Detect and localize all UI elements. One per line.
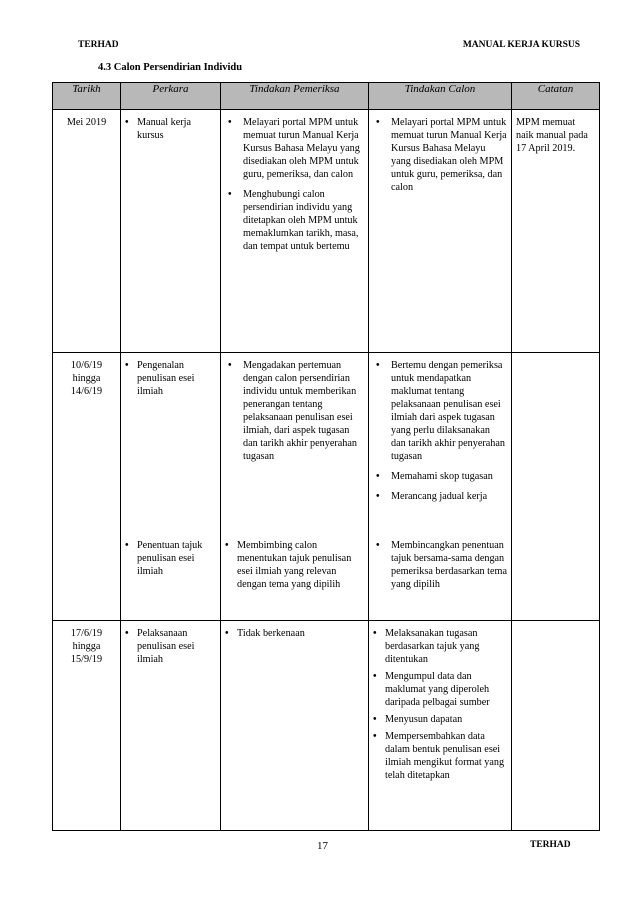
cell-perkara xyxy=(121,621,221,831)
bullet-icon: • xyxy=(228,117,232,128)
note-text: MPM memuat naik manual pada 17 April 2019. xyxy=(516,117,588,154)
cell-tindakan-calon xyxy=(369,353,512,621)
section-title: 4.3 Calon Persendirian Individu xyxy=(98,62,243,73)
bullet-icon: • xyxy=(228,189,232,200)
cell-tindakan-calon xyxy=(369,110,512,353)
bullet-icon: • xyxy=(228,360,232,371)
bullet-icon: • xyxy=(125,628,129,639)
bullet-icon: • xyxy=(125,540,129,551)
list-item: • Melayari portal MPM untuk memuat turun Manual Kerja Kursus Bahasa Melayu yang disediakan oleh MPM untuk guru, pemeriksa, dan calon xyxy=(228,117,360,180)
column-header-tindakan-pemeriksa: Tindakan Pemeriksa xyxy=(221,83,369,110)
list-item: • Melaksanakan tugasan berdasarkan tajuk yang ditentukan xyxy=(373,628,480,665)
bullet-icon: • xyxy=(373,731,377,742)
list-item: • Mempersembahkan data dalam bentuk penulisan esei ilmiah mengikut format yang telah ditetapkan xyxy=(373,731,505,781)
cell-tarikh xyxy=(53,621,121,831)
list-item: • Manual kerja kursus xyxy=(125,117,192,141)
page-number: 17 xyxy=(317,840,328,852)
header-right: MANUAL KERJA KURSUS xyxy=(462,40,580,50)
date-end: 14/6/19 xyxy=(70,386,103,397)
list-item: • Pelaksanaan penulisan esei ilmiah xyxy=(125,628,195,665)
table-row xyxy=(53,353,600,621)
cell-tindakan-pemeriksa xyxy=(221,621,369,831)
list-item: • Penentuan tajuk penulisan esei ilmiah xyxy=(125,540,203,577)
header-left: TERHAD xyxy=(78,40,119,50)
list-item: • Membincangkan penentuan tajuk bersama-sama dengan pemeriksa berdasarkan tema yang dipilih xyxy=(376,540,507,590)
bullet-icon: • xyxy=(125,117,129,128)
date-text: Mei 2019 xyxy=(66,117,107,128)
cell-perkara xyxy=(121,353,221,621)
table-row xyxy=(53,621,600,831)
list-item: • Pengenalan penulisan esei ilmiah xyxy=(125,360,195,397)
cell-tarikh xyxy=(53,353,121,621)
list-item: • Menghubungi calon persendirian individu yang ditetapkan oleh MPM untuk memaklumkan tarikh, masa, dan tempat untuk bertemu xyxy=(228,189,359,252)
date-end: 15/9/19 xyxy=(70,654,103,665)
bullet-icon: • xyxy=(376,360,380,371)
cell-perkara xyxy=(121,110,221,353)
cell-tindakan-calon xyxy=(369,621,512,831)
bullet-icon: • xyxy=(373,671,377,682)
date-start: 10/6/19 xyxy=(70,360,103,371)
list-item: • Melayari portal MPM untuk memuat turun Manual Kerja Kursus Bahasa Melayu yang disediakan oleh MPM untuk guru, pemeriksa, dan calon xyxy=(376,117,507,193)
cell-catatan xyxy=(512,110,600,353)
bullet-icon: • xyxy=(376,117,380,128)
schedule-table xyxy=(52,82,600,831)
column-header-tarikh: Tarikh xyxy=(53,83,121,110)
date-start: 17/6/19 xyxy=(70,628,103,639)
bullet-icon: • xyxy=(376,471,380,482)
cell-catatan xyxy=(512,353,600,621)
list-item: • Mengumpul data dan maklumat yang diperoleh daripada pelbagai sumber xyxy=(373,671,490,708)
bullet-icon: • xyxy=(225,628,229,639)
bullet-icon: • xyxy=(125,360,129,371)
list-item: • Merancang jadual kerja xyxy=(376,491,488,502)
cell-tindakan-pemeriksa xyxy=(221,110,369,353)
table-row xyxy=(53,110,600,353)
column-header-perkara: Perkara xyxy=(121,83,221,110)
bullet-icon: • xyxy=(373,714,377,725)
list-item: • Menyusun dapatan xyxy=(373,714,463,725)
list-item: • Tidak berkenaan xyxy=(225,628,305,639)
date-connector: hingga xyxy=(72,641,101,652)
bullet-icon: • xyxy=(225,540,229,551)
footer-classification: TERHAD xyxy=(530,840,571,850)
list-item: • Memahami skop tugasan xyxy=(376,471,493,482)
bullet-icon: • xyxy=(373,628,377,639)
column-header-catatan: Catatan xyxy=(512,83,600,110)
cell-tarikh xyxy=(53,110,121,353)
list-item: • Mengadakan pertemuan dengan calon persendirian individu untuk memberikan penerangan tentang pelaksanaan penulisan esei ilmiah, dari aspek tugasan dan tarikh akhir penyerahan tugasan xyxy=(228,360,357,462)
cell-tindakan-pemeriksa xyxy=(221,353,369,621)
date-connector: hingga xyxy=(72,373,101,384)
list-item: • Bertemu dengan pemeriksa untuk mendapatkan maklumat tentang pelaksanaan penulisan esei ilmiah dari aspek tugasan yang perlu dilaksanakan dan tarikh akhir penyerahan tugasan xyxy=(376,360,505,462)
bullet-icon: • xyxy=(376,540,380,551)
list-item: • Membimbing calon menentukan tajuk penulisan esei ilmiah yang relevan dengan tema yang dipilih xyxy=(225,540,352,590)
cell-catatan xyxy=(512,621,600,831)
column-header-tindakan-calon: Tindakan Calon xyxy=(369,83,512,110)
table-header-row xyxy=(53,83,600,110)
bullet-icon: • xyxy=(376,491,380,502)
